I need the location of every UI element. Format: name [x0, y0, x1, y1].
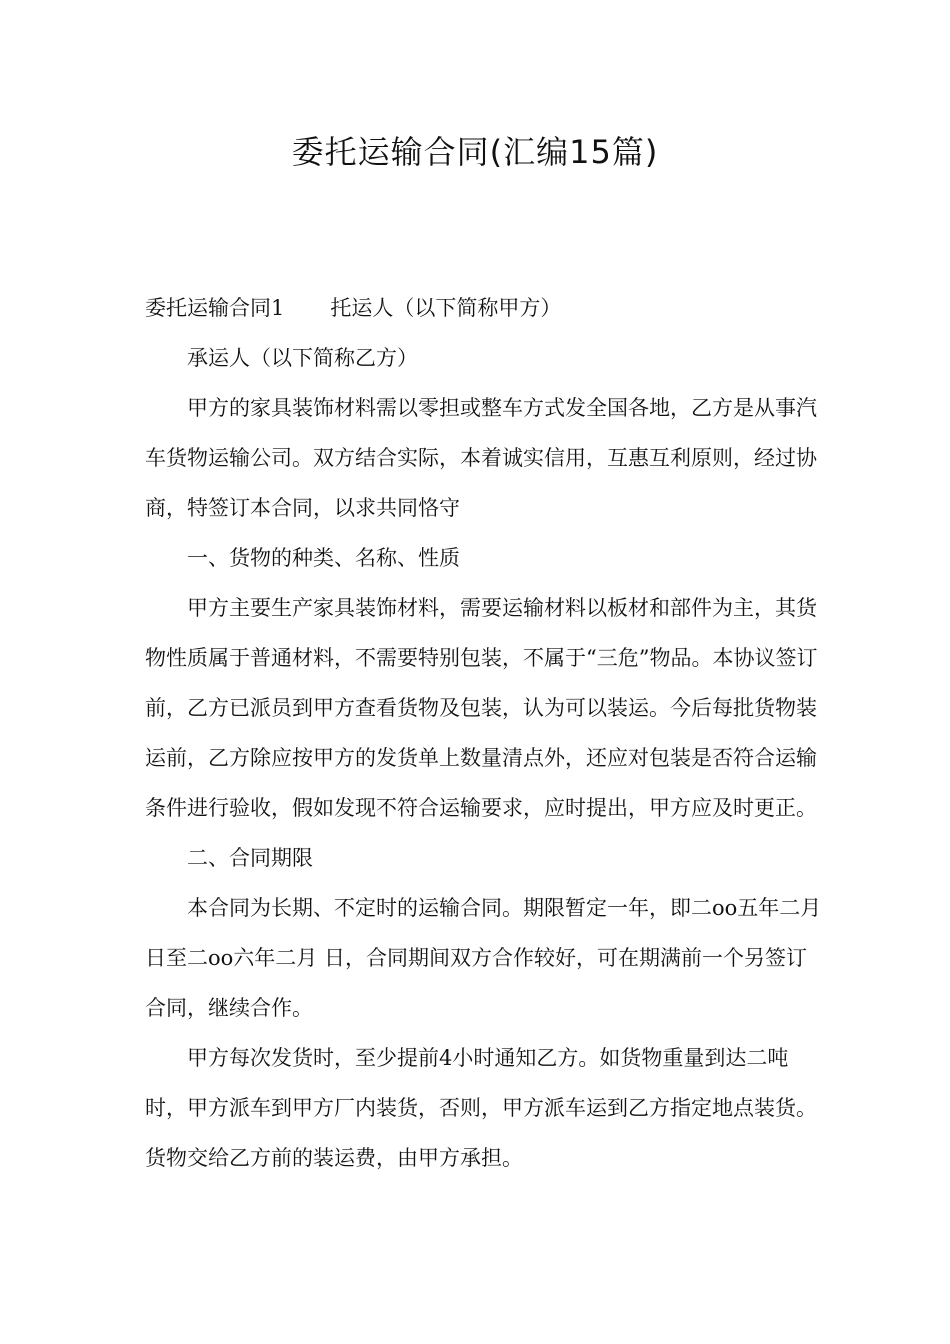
paragraph-goods: 甲方主要生产家具装饰材料，需要运输材料以板材和部件为主，其货物性质属于普通材料，不需要特别包装，不属于“三危”物品。本协议签订前，乙方已派员到甲方查看货物及包装，认为可以装运。今后每批货物装运前，乙方除应按甲方的发货单上数量清点外，还应对包装是否符合运输条件进行验收，假如发现不符合运输要求，应时提出，甲方应及时更正。 [145, 596, 818, 820]
paragraph-carrier: 承运人（以下简称乙方） [187, 346, 418, 370]
opening-line [145, 283, 825, 333]
section-heading-term: 二、合同期限 [187, 846, 313, 870]
opening-text: 托运人（以下简称甲方） [330, 296, 562, 320]
paragraph-term: 本合同为长期、不定时的运输合同。期限暂定一年，即二oo五年二月 日至二oo六年二月 日，合同期间双方合作较好，可在期满前一个另签订合同，继续合作。 [145, 896, 822, 1020]
page-title: 委托运输合同(汇编15篇) [291, 133, 659, 171]
document-body [145, 283, 825, 1183]
section-label: 委托运输合同1 [145, 296, 285, 320]
paragraph-preamble: 甲方的家具装饰材料需以零担或整车方式发全国各地，乙方是从事汽车货物运输公司。双方结合实际，本着诚实信用，互惠互利原则，经过协商，特签订本合同，以求共同恪守 [145, 396, 817, 520]
paragraph-shipping-notice: 甲方每次发货时，至少提前4小时通知乙方。如货物重量到达二吨时，甲方派车到甲方厂内装货，否则，甲方派车运到乙方指定地点装货。货物交给乙方前的装运费，由甲方承担。 [145, 1046, 817, 1170]
section-heading-goods: 一、货物的种类、名称、性质 [187, 546, 460, 570]
